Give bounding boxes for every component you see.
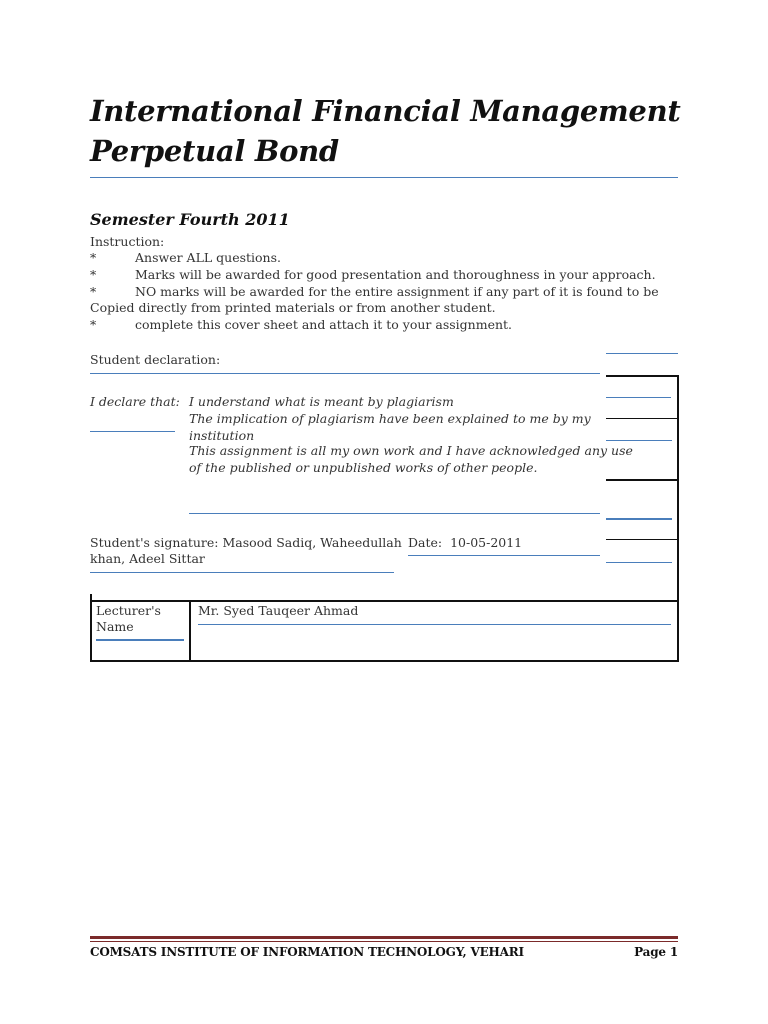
signature-value-line1: Masood Sadiq, Waheedullah <box>222 535 402 550</box>
bullet-icon: * <box>90 250 97 265</box>
table-border-bottom <box>90 660 679 662</box>
form-rule <box>606 353 678 354</box>
document-title-line1: International Financial Management <box>90 94 681 128</box>
date-label: Date: <box>408 535 443 550</box>
date-block <box>408 535 522 552</box>
document-title-line2: Perpetual Bond <box>90 134 339 168</box>
bullet-icon: * <box>90 284 97 299</box>
bullet-icon: * <box>90 267 97 282</box>
form-rule <box>606 539 678 540</box>
page-number: Page 1 <box>634 945 678 959</box>
box-border-top <box>606 375 679 377</box>
signature-value-line2: khan, Adeel Sittar <box>90 551 205 566</box>
declaration-line: The implication of plagiarism have been explained to me by my <box>189 411 591 426</box>
table-divider <box>189 600 191 662</box>
declare-underline <box>90 431 175 432</box>
footer-rule-thin <box>90 941 678 942</box>
lecturer-label-line2: Name <box>96 619 134 634</box>
title-underline <box>90 177 678 178</box>
footer-institute: COMSATS INSTITUTE OF INFORMATION TECHNOLOGY, VEHARI <box>90 945 524 959</box>
signature-block <box>90 535 402 552</box>
bullet-icon: * <box>90 317 97 332</box>
signature-underline <box>90 572 394 573</box>
lecturer-name: Mr. Syed Tauqeer Ahmad <box>198 603 359 618</box>
instruction-continuation: Copied directly from printed materials or from another student. <box>90 300 496 315</box>
declare-label: I declare that: <box>90 394 180 409</box>
instruction-label: Instruction: <box>90 234 165 249</box>
declaration-line: of the published or unpublished works of other people. <box>189 460 538 475</box>
semester-heading: Semester Fourth 2011 <box>90 210 290 229</box>
declaration-bottom-rule <box>189 513 600 514</box>
declaration-line: I understand what is meant by plagiarism <box>189 394 454 409</box>
lecturer-label-underline <box>96 639 184 641</box>
date-underline <box>408 555 600 556</box>
student-declaration-label: Student declaration: <box>90 352 221 367</box>
form-rule <box>606 479 678 481</box>
instruction-item: NO marks will be awarded for the entire assignment if any part of it is found to be <box>135 284 659 299</box>
form-rule <box>606 562 672 563</box>
signature-label: Student's signature: <box>90 535 219 550</box>
table-border-left <box>90 594 92 662</box>
lecturer-name-underline <box>198 624 671 625</box>
instruction-item: complete this cover sheet and attach it to your assignment. <box>135 317 513 332</box>
declaration-line: institution <box>189 428 255 443</box>
declaration-line: This assignment is all my own work and I have acknowledged any use <box>189 443 633 458</box>
form-rule <box>606 518 672 520</box>
instruction-item: Answer ALL questions. <box>135 250 281 265</box>
form-rule <box>606 397 671 398</box>
footer-rule-thick <box>90 936 678 939</box>
form-rule <box>606 440 672 441</box>
form-rule <box>606 418 678 419</box>
declaration-underline <box>90 373 600 374</box>
date-value: 10-05-2011 <box>450 535 523 550</box>
table-border-top <box>90 600 679 602</box>
lecturer-label-line1: Lecturer's <box>96 603 161 618</box>
instruction-item: Marks will be awarded for good presentation and thoroughness in your approach. <box>135 267 656 282</box>
